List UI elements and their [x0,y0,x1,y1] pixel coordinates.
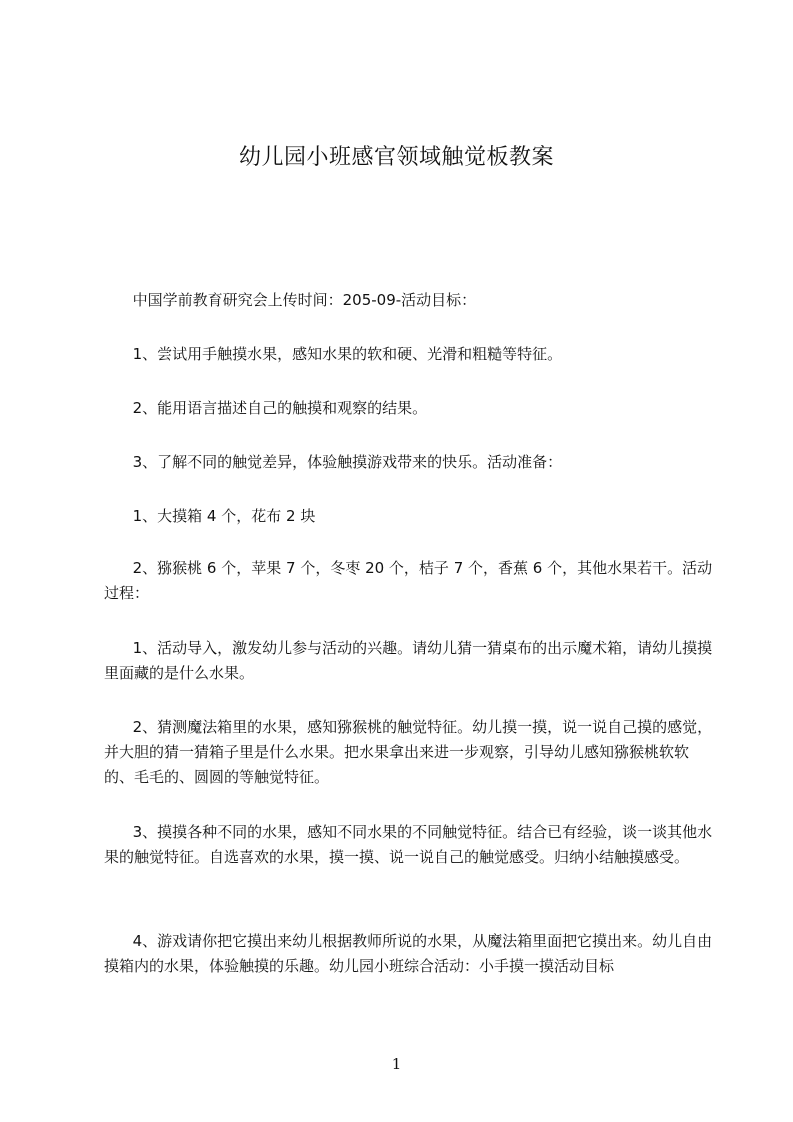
paragraph-process-3: 3、摸摸各种不同的水果，感知不同水果的不同触觉特征。结合已有经验，谈一谈其他水果的触觉特征。自选喜欢的水果，摸一摸、说一说自己的触觉感受。归纳小结触摸感受。 [104,823,713,866]
paragraph-goal-3: 3、了解不同的触觉差异，体验触摸游戏带来的快乐。活动准备： [104,453,563,471]
paragraph-process-4: 4、游戏请你把它摸出来幼儿根据教师所说的水果，从魔法箱里面把它摸出来。幼儿自由摸箱内的水果，体验触摸的乐趣。幼儿园小班综合活动：小手摸一摸活动目标 [104,932,713,975]
paragraph-intro: 中国学前教育研究会上传时间：205-09-活动目标： [104,291,477,309]
page-number: 1 [391,1055,402,1073]
paragraph-goal-1: 1、尝试用手触摸水果，感知水果的软和硬、光滑和粗糙等特征。 [104,345,563,363]
paragraph-process-2: 2、猜测魔法箱里的水果，感知猕猴桃的触觉特征。幼儿摸一摸，说一说自己摸的感觉，并大胆的猜一猜箱子里是什么水果。把水果拿出来进一步观察，引导幼儿感知猕猴桃软软的、毛毛的、圆圆的等触觉特征。 [104,718,713,786]
paragraph-goal-2: 2、能用语言描述自己的触摸和观察的结果。 [104,399,428,417]
paragraph-prep-1: 1、大摸箱 4 个，花布 2 块 [104,507,316,525]
document-title: 幼儿园小班感官领域触觉板教案 [238,145,554,170]
paragraph-prep-2: 2、猕猴桃 6 个，苹果 7 个，冬枣 20 个，桔子 7 个，香蕉 6 个，其他水果若干。活动过程： [104,559,713,602]
paragraph-process-1: 1、活动导入，激发幼儿参与活动的兴趣。请幼儿猜一猜桌布的出示魔术箱，请幼儿摸摸里面藏的是什么水果。 [104,639,713,682]
